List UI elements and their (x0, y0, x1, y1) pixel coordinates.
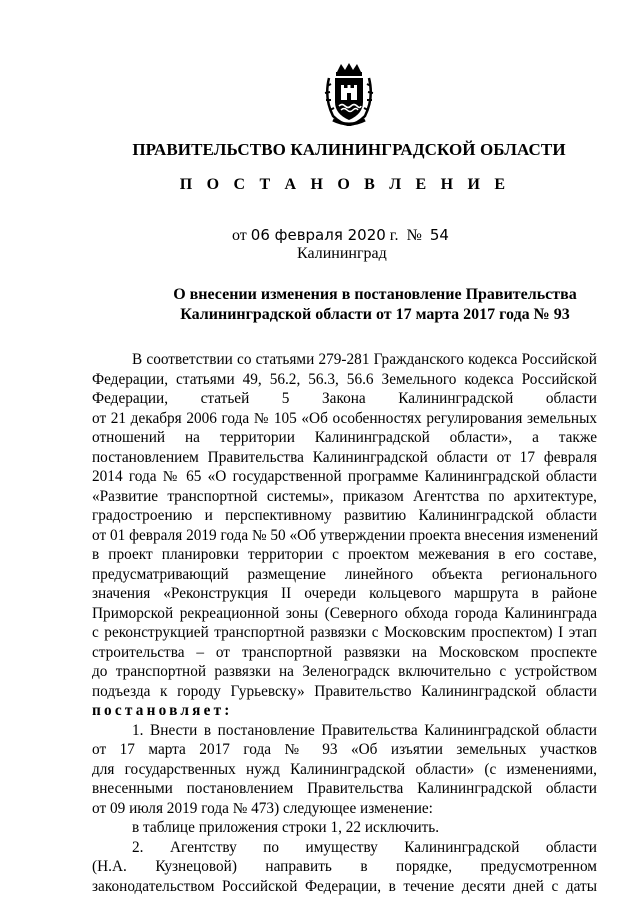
body-line: с реконструкцией транспортной развязки с Московским проспектом) I этап (92, 624, 597, 641)
body-line: отношений на территории Калининградской области», а также (92, 429, 597, 446)
decree-word: постановляет: (92, 702, 233, 719)
body-line: предусматривающий размещение линейного объекта регионального (92, 565, 597, 583)
body-line: законодательством Российской Федерации, в течение десяти дней с даты (92, 877, 597, 895)
number-value: 54 (429, 226, 449, 244)
city-name: Калининград (297, 245, 387, 262)
body-line: 1. Внести в постановление Правительства Калининградской области (132, 721, 597, 739)
body-line: Федерации, статьей 5 Закона Калининградской области (92, 390, 597, 407)
number-prefix: № (406, 227, 422, 244)
body-line: «Развитие транспортной системы», приказом Агентства по архитектуре, (92, 487, 597, 505)
body-line: строительства – от транспортной развязки на Московском проспекте (92, 643, 597, 661)
body-line: Федерации, статьями 49, 56.2, 56.3, 56.6 Земельного кодекса Российской (92, 370, 597, 388)
date-prefix: от (232, 227, 247, 244)
body-line: В соответствии со статьями 279-281 Гражданского кодекса Российской (132, 351, 597, 368)
body-line: подъезда к городу Гурьевску» Правительство Калининградской области (92, 682, 597, 700)
body-line: постановлением Правительства Калининградской области от 17 февраля (92, 448, 597, 466)
body-line: от 17 марта 2017 года № 93 «Об изъятии земельных участков (92, 741, 597, 758)
body-line: в таблице приложения строки 1, 22 исключить. (132, 819, 440, 836)
date-number-line (232, 226, 449, 245)
body-line: Приморской рекреационной зоны (Северного обхода города Калининграда (92, 604, 597, 622)
date-value: 06 февраля 2020 (250, 226, 386, 244)
body-line: градостроению и перспективному развитию Калининградской области (92, 507, 597, 524)
body-line: от 01 февраля 2019 года № 50 «Об утверждении проекта внесения изменений (92, 526, 599, 544)
government-name: ПРАВИТЕЛЬСТВО КАЛИНИНГРАДСКОЙ ОБЛАСТИ (132, 140, 566, 159)
title-line: Калининградской области от 17 марта 2017 года № 93 (180, 306, 570, 323)
document-type: П О С Т А Н О В Л Е Н И Е (179, 176, 511, 193)
body-line: 2. Агентству по имуществу Калининградской области (132, 838, 597, 856)
body-line: значения «Реконструкция II очереди кольцевого маршрута в районе (92, 585, 597, 602)
body-line: в проект планировки территории с проектом межевания в его составе, (92, 546, 597, 563)
body-line: до транспортной развязки на Зеленоградск включительно с устройством (92, 663, 597, 680)
year-suffix: г. (389, 227, 399, 244)
body-line: от 21 декабря 2006 года № 105 «Об особенностях регулирования земельных (92, 409, 597, 427)
document-title (60, 285, 640, 325)
body-line: для государственных нужд Калининградской области» (с изменениями, (92, 760, 597, 778)
body-line: (Н.А. Кузнецовой) направить в порядке, предусмотренном (92, 858, 597, 875)
coat-of-arms-emblem (323, 62, 375, 126)
body-line: внесенными постановлением Правительства Калининградской области (92, 780, 597, 797)
body-line: 2014 года № 65 «О государственной программе Калининградской области (92, 468, 597, 485)
document-body (92, 350, 597, 896)
title-line: О внесении изменения в постановление Правительства (173, 286, 577, 303)
body-line: от 09 июля 2019 года № 473) следующее изменение: (92, 799, 433, 817)
